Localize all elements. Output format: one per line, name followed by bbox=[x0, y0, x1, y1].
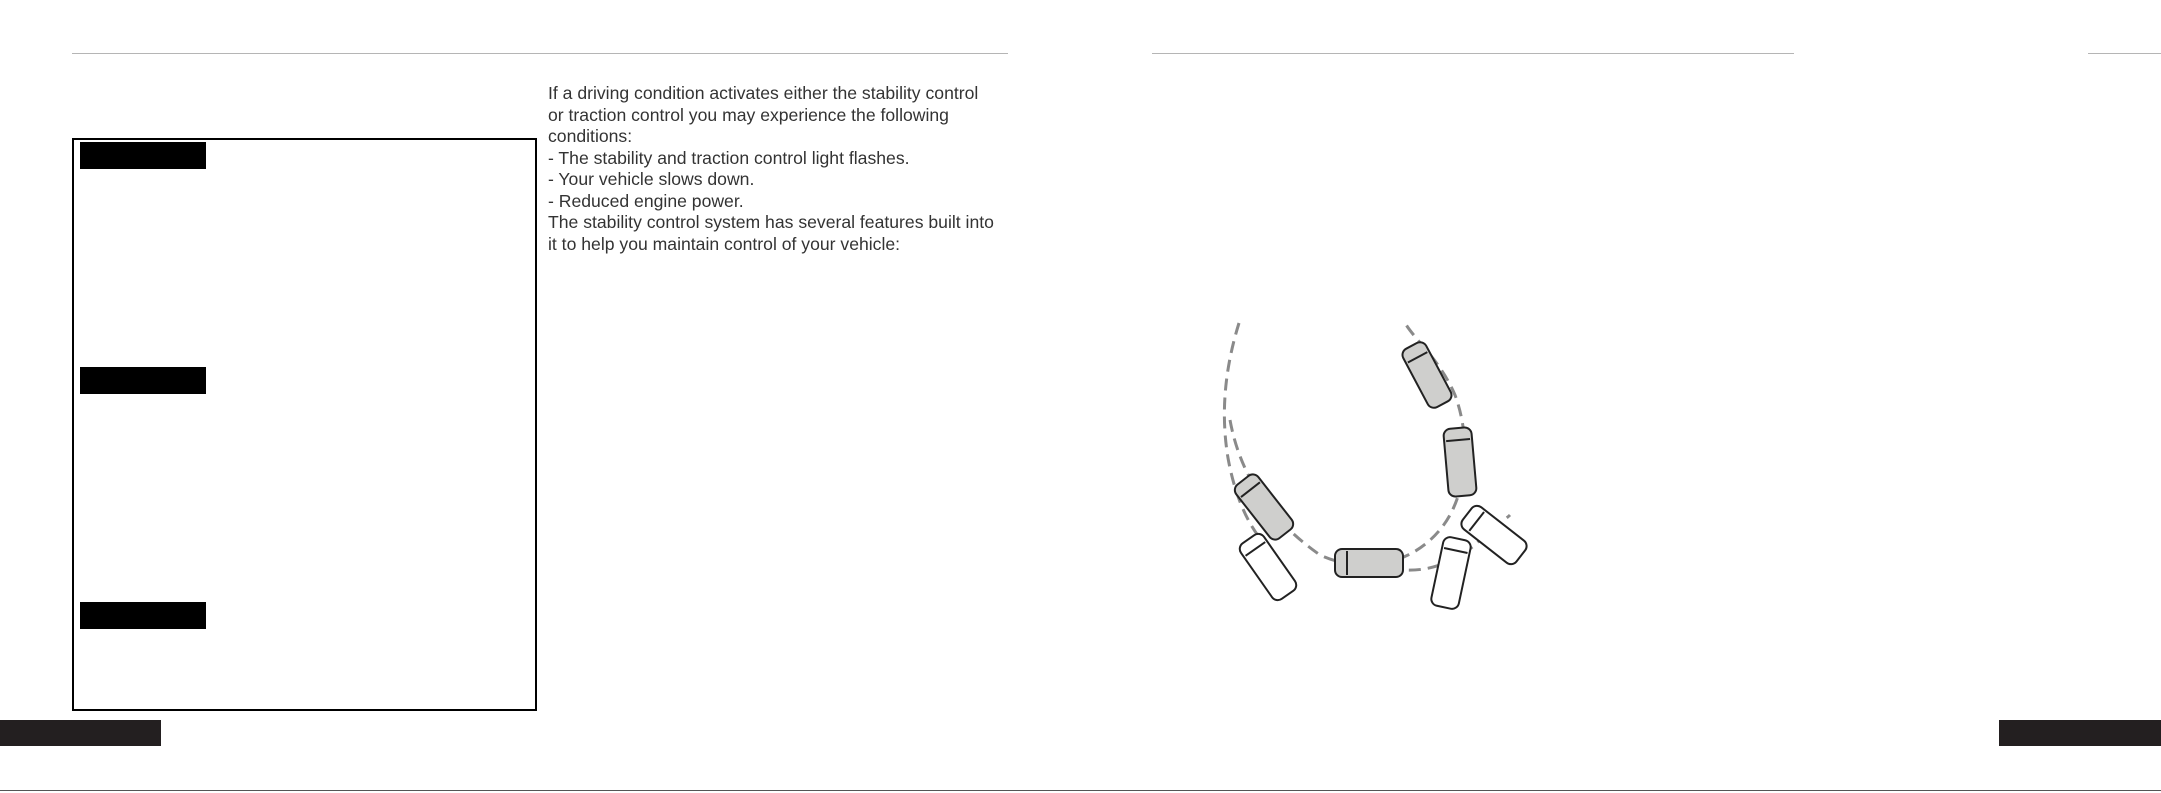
footer-bar-right bbox=[1999, 720, 2161, 746]
car-gray-2 bbox=[1443, 427, 1477, 497]
vehicle-path-diagram bbox=[1200, 310, 1540, 630]
body-line: - Your vehicle slows down. bbox=[548, 169, 755, 189]
car-gray-3 bbox=[1232, 472, 1296, 543]
car-gray-4 bbox=[1335, 549, 1403, 577]
body-text bbox=[548, 83, 1008, 255]
bottom-edge-rule bbox=[0, 790, 2161, 791]
footer-bar-left bbox=[0, 720, 161, 746]
body-line: conditions: bbox=[548, 126, 633, 146]
body-line: If a driving condition activates either the stability control bbox=[548, 83, 979, 103]
body-line: The stability control system has several features built into bbox=[548, 212, 994, 232]
box-label-tab-1 bbox=[80, 142, 206, 169]
box-label-tab-2 bbox=[80, 367, 206, 394]
body-line: - The stability and traction control light flashes. bbox=[548, 147, 910, 168]
car-white-2 bbox=[1430, 536, 1472, 610]
box-label-tab-3 bbox=[80, 602, 206, 629]
body-line: - Reduced engine power. bbox=[548, 190, 744, 211]
header-rule-far-right bbox=[2088, 53, 2161, 54]
body-line: it to help you maintain control of your vehicle: bbox=[548, 233, 901, 254]
header-rule-left bbox=[72, 53, 1008, 54]
header-rule-right bbox=[1152, 53, 1794, 54]
car-white-1 bbox=[1237, 531, 1299, 603]
body-line: or traction control you may experience the following bbox=[548, 104, 949, 125]
